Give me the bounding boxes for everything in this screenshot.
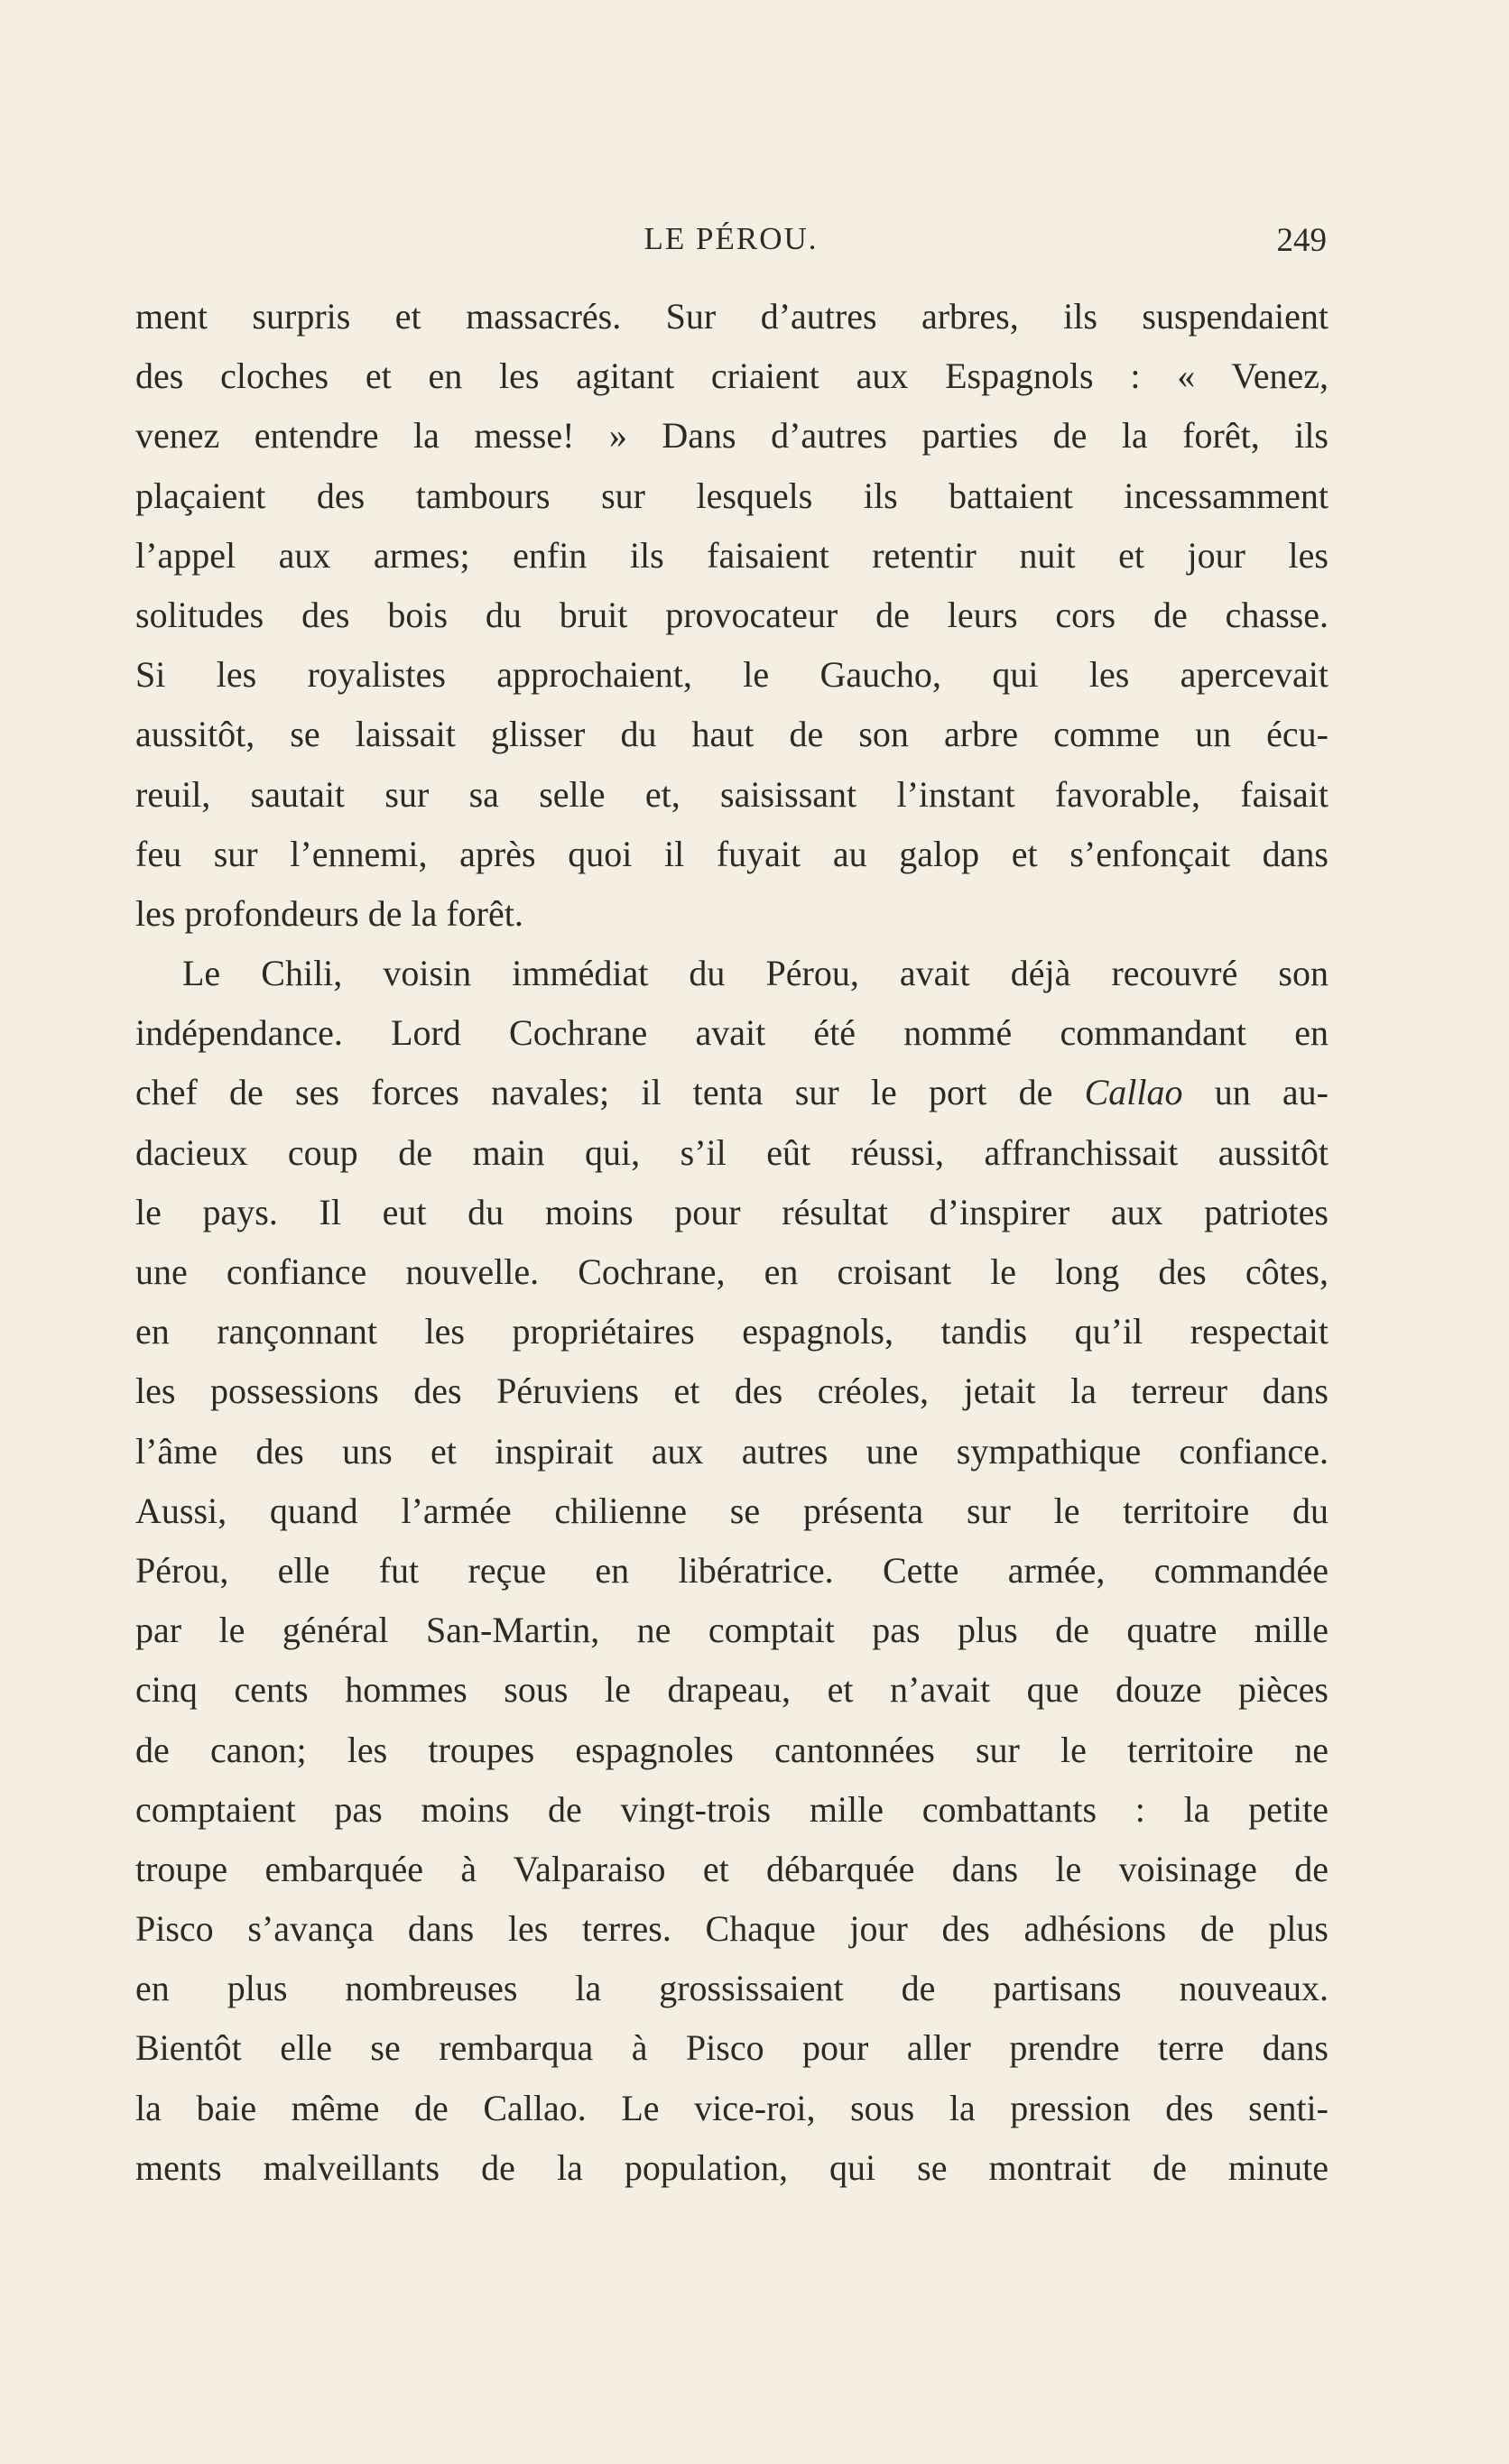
running-title: LE PÉROU. [643, 221, 819, 256]
text-line: Le Chili, voisin immédiat du Pérou, avait déjà recouvré son [182, 953, 1328, 994]
italic-place-name: Callao [1084, 1072, 1183, 1113]
text-line: dacieux coup de main qui, s’il eût réussi, affranchissait aussitôt [135, 1131, 1328, 1173]
text-line: comptaient pas moins de vingt-trois mille combattants : la petite [135, 1788, 1328, 1830]
text-line: solitudes des bois du bruit provocateur de leurs cors de chasse. [135, 594, 1328, 635]
text-line: de canon; les troupes espagnoles cantonnées sur le territoire ne [135, 1729, 1328, 1770]
text-line: aussitôt, se laissait glisser du haut de son arbre comme un écu- [135, 714, 1328, 755]
body-text [135, 287, 1328, 2198]
text-line: plaçaient des tambours sur lesquels ils battaient incessamment [135, 475, 1328, 516]
text-line: une confiance nouvelle. Cochrane, en croisant le long des côtes, [135, 1251, 1328, 1292]
text-line-with-italic [135, 1063, 1328, 1122]
text-line: venez entendre la messe! » Dans d’autres parties de la forêt, ils [135, 415, 1328, 457]
text-line: les possessions des Péruviens et des créoles, jetait la terreur dans [135, 1370, 1328, 1412]
page-number: 249 [1276, 222, 1327, 259]
text-line: en plus nombreuses la grossissaient de partisans nouveaux. [135, 1968, 1328, 2009]
text-line: reuil, sautait sur sa selle et, saisissant l’instant favorable, faisait [135, 773, 1328, 815]
text-line: des cloches et en les agitant criaient aux Espagnols : « Venez, [135, 355, 1328, 397]
text-line: indépendance. Lord Cochrane avait été nommé commandant en [135, 1012, 1328, 1054]
text-line: par le général San-Martin, ne comptait pas plus de quatre mille [135, 1610, 1328, 1651]
text-line: le pays. Il eut du moins pour résultat d’inspirer aux patriotes [135, 1191, 1328, 1232]
text-line: Pérou, elle fut reçue en libératrice. Cette armée, commandée [135, 1549, 1328, 1591]
text-line: l’appel aux armes; enfin ils faisaient retentir nuit et jour les [135, 534, 1328, 576]
text-line: Bientôt elle se rembarqua à Pisco pour aller prendre terre dans [135, 2027, 1328, 2069]
text-line: Aussi, quand l’armée chilienne se présenta sur le territoire du [135, 1490, 1328, 1531]
text-line: Si les royalistes approchaient, le Gaucho, qui les apercevait [135, 654, 1328, 696]
text-line: les profondeurs de la forêt. [135, 892, 523, 934]
text-line: ment surpris et massacrés. Sur d’autres arbres, ils suspendaient [135, 296, 1328, 337]
text-line: en rançonnant les propriétaires espagnols, tandis qu’il respectait [135, 1311, 1328, 1352]
text-line: l’âme des uns et inspirait aux autres une sympathique confiance. [135, 1430, 1328, 1472]
page-header [135, 221, 1327, 275]
text-line: feu sur l’ennemi, après quoi il fuyait au galop et s’enfonçait dans [135, 833, 1328, 874]
text-line: troupe embarquée à Valparaiso et débarquée dans le voisinage de [135, 1848, 1328, 1889]
text-segment: un au- [1182, 1072, 1328, 1113]
text-line: ments malveillants de la population, qui se montrait de minute [135, 2146, 1328, 2188]
text-line: cinq cents hommes sous le drapeau, et n’avait que douze pièces [135, 1669, 1328, 1711]
text-line: la baie même de Callao. Le vice-roi, sous la pression des senti- [135, 2087, 1328, 2128]
text-line: Pisco s’avança dans les terres. Chaque jour des adhésions de plus [135, 1908, 1328, 1950]
text-segment: chef de ses forces navales; il tenta sur le port de [135, 1072, 1085, 1113]
